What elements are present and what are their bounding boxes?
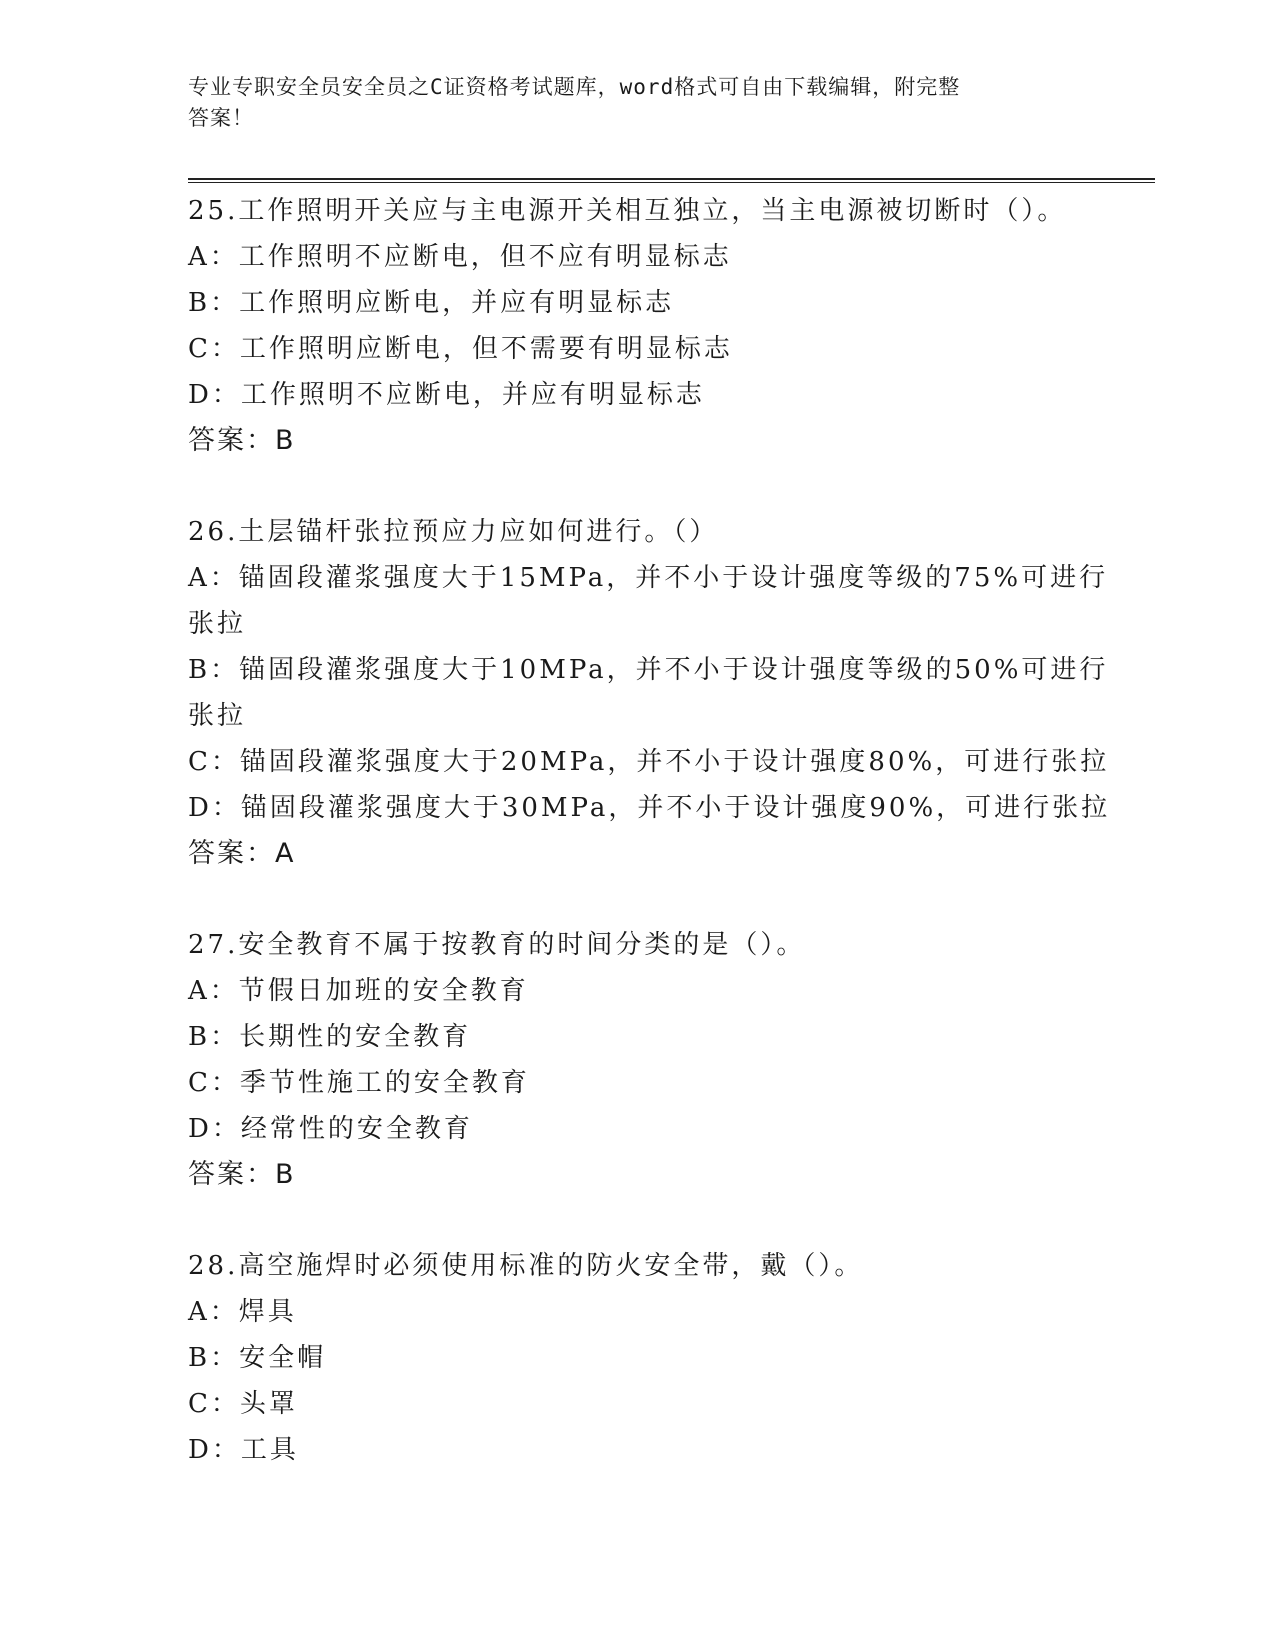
answer: 答案：B	[188, 425, 296, 456]
question-stem: 28.高空施焊时必须使用标准的防火安全带，戴（）。	[188, 1251, 864, 1281]
question-stem: 25.工作照明开关应与主电源开关相互独立，当主电源被切断时（）。	[188, 196, 1067, 226]
header-line-2: 答案！	[188, 106, 254, 130]
header-divider-thin	[188, 182, 1155, 183]
option-c: C：头罩	[188, 1389, 298, 1419]
option-a: A：锚固段灌浆强度大于15MPa，并不小于设计强度等级的75%可进行	[188, 563, 1109, 593]
option-d: D：经常性的安全教育	[188, 1114, 473, 1144]
question-27	[188, 922, 1088, 1198]
option-a: A：焊具	[188, 1297, 297, 1327]
option-b: B：工作照明应断电，并应有明显标志	[188, 288, 675, 318]
option-b: B：安全帽	[188, 1343, 327, 1373]
option-d: D：工作照明不应断电，并应有明显标志	[188, 380, 705, 410]
header-line-1: 专业专职安全员安全员之C证资格考试题库，word格式可自由下载编辑，附完整	[188, 75, 961, 99]
option-b: B：长期性的安全教育	[188, 1022, 472, 1052]
header-divider-thick	[188, 178, 1155, 180]
question-list	[188, 188, 1111, 1473]
option-c: C：锚固段灌浆强度大于20MPa，并不小于设计强度80%，可进行张拉	[188, 747, 1110, 777]
option-c: C：工作照明应断电，但不需要有明显标志	[188, 334, 733, 364]
option-a: A：节假日加班的安全教育	[188, 976, 529, 1006]
question-stem: 27.安全教育不属于按教育的时间分类的是（）。	[188, 930, 806, 960]
answer: 答案：A	[188, 838, 296, 869]
option-c: C：季节性施工的安全教育	[188, 1068, 530, 1098]
option-d: D：工具	[188, 1435, 299, 1465]
option-b-continued: 张拉	[188, 701, 247, 731]
option-a-continued: 张拉	[188, 609, 247, 639]
option-b: B：锚固段灌浆强度大于10MPa，并不小于设计强度等级的50%可进行	[188, 655, 1109, 685]
question-25	[188, 188, 1088, 464]
option-a: A：工作照明不应断电，但不应有明显标志	[188, 242, 732, 272]
question-stem: 26.土层锚杆张拉预应力应如何进行。（）	[188, 517, 719, 547]
question-28	[188, 1243, 1088, 1473]
option-d: D：锚固段灌浆强度大于30MPa，并不小于设计强度90%，可进行张拉	[188, 793, 1111, 823]
answer: 答案：B	[188, 1159, 296, 1190]
document-header	[188, 72, 1088, 134]
question-26	[188, 509, 1111, 877]
